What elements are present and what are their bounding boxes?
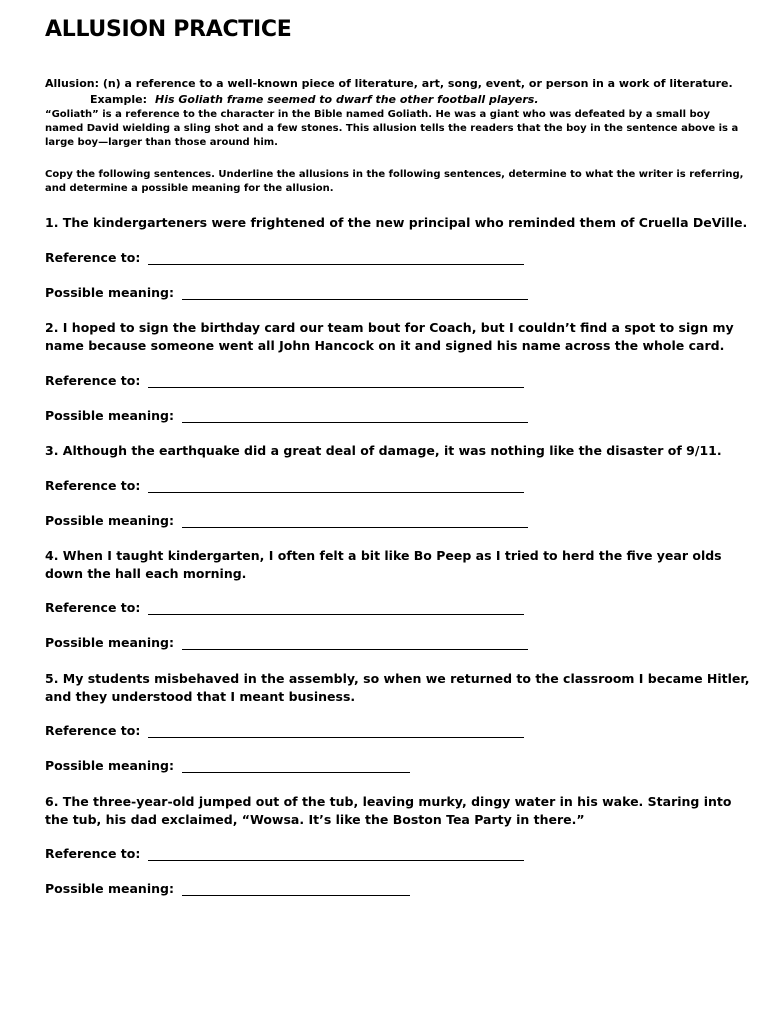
meaning-label: Possible meaning: [45, 513, 174, 528]
question-line: name because someone went all John Hancock on it and signed his name across the whole card. [45, 338, 725, 353]
question-line: 5. My students misbehaved in the assembly, so when we returned to the classroom I became Hitler, [45, 671, 750, 686]
question-3 [45, 442, 735, 460]
instructions-line: and determine a possible meaning for the allusion. [45, 183, 334, 194]
meaning-blank[interactable] [182, 635, 528, 650]
reference-label: Reference to: [45, 846, 141, 861]
page-title: ALLUSION PRACTICE [45, 17, 292, 42]
reference-row [45, 478, 524, 493]
explanation-line: “Goliath” is a reference to the character in the Bible named Goliath. He was a giant who was defeated by a small boy [45, 109, 711, 120]
reference-blank[interactable] [148, 600, 524, 615]
question-line: 2. I hoped to sign the birthday card our team bout for Coach, but I couldn’t find a spot to sign my [45, 320, 734, 335]
question-line: 1. The kindergarteners were frightened of the new principal who reminded them of Cruella DeVille. [45, 215, 748, 230]
reference-label: Reference to: [45, 373, 141, 388]
example-text: His Goliath frame seemed to dwarf the other football players. [155, 93, 539, 106]
question-line: 4. When I taught kindergarten, I often felt a bit like Bo Peep as I tried to herd the five year olds [45, 548, 722, 563]
reference-label: Reference to: [45, 723, 141, 738]
meaning-label: Possible meaning: [45, 408, 174, 423]
meaning-blank[interactable] [182, 758, 410, 773]
meaning-row [45, 513, 528, 528]
reference-blank[interactable] [148, 846, 524, 861]
meaning-label: Possible meaning: [45, 285, 174, 300]
reference-row [45, 600, 524, 615]
instructions-line: Copy the following sentences. Underline the allusions in the following sentences, determine to what the writer is referring, [45, 169, 744, 180]
meaning-row [45, 635, 528, 650]
question-5 [45, 670, 750, 706]
meaning-blank[interactable] [182, 285, 528, 300]
example-label: Example: [90, 93, 147, 106]
meaning-row [45, 881, 410, 896]
meaning-row [45, 758, 410, 773]
meaning-label: Possible meaning: [45, 881, 174, 896]
meaning-label: Possible meaning: [45, 758, 174, 773]
meaning-label: Possible meaning: [45, 635, 174, 650]
reference-row [45, 373, 524, 388]
reference-row [45, 846, 524, 861]
reference-row [45, 250, 524, 265]
definition: Allusion: (n) a reference to a well-known piece of literature, art, song, event, or person in a work of literature. [45, 77, 733, 90]
explanation-line: large boy—larger than those around him. [45, 137, 278, 148]
reference-blank[interactable] [148, 373, 524, 388]
question-2 [45, 319, 735, 355]
question-line: down the hall each morning. [45, 566, 247, 581]
meaning-blank[interactable] [182, 513, 528, 528]
meaning-row [45, 285, 528, 300]
meaning-blank[interactable] [182, 408, 528, 423]
question-4 [45, 547, 735, 583]
question-line: the tub, his dad exclaimed, “Wowsa. It’s like the Boston Tea Party in there.” [45, 812, 585, 827]
meaning-row [45, 408, 528, 423]
reference-label: Reference to: [45, 250, 141, 265]
reference-row [45, 723, 524, 738]
reference-label: Reference to: [45, 478, 141, 493]
reference-blank[interactable] [148, 723, 524, 738]
reference-blank[interactable] [148, 250, 524, 265]
example [90, 92, 770, 107]
meaning-blank[interactable] [182, 881, 410, 896]
question-line: and they understood that I meant business. [45, 689, 356, 704]
question-line: 3. Although the earthquake did a great deal of damage, it was nothing like the disaster of 9/11. [45, 443, 722, 458]
question-6 [45, 793, 735, 829]
question-line: 6. The three-year-old jumped out of the tub, leaving murky, dingy water in his wake. Staring into [45, 794, 732, 809]
explanation-line: named David wielding a sling shot and a few stones. This allusion tells the readers that the boy in the sentence above is a [45, 123, 739, 134]
reference-label: Reference to: [45, 600, 141, 615]
reference-blank[interactable] [148, 478, 524, 493]
question-1 [45, 214, 748, 232]
